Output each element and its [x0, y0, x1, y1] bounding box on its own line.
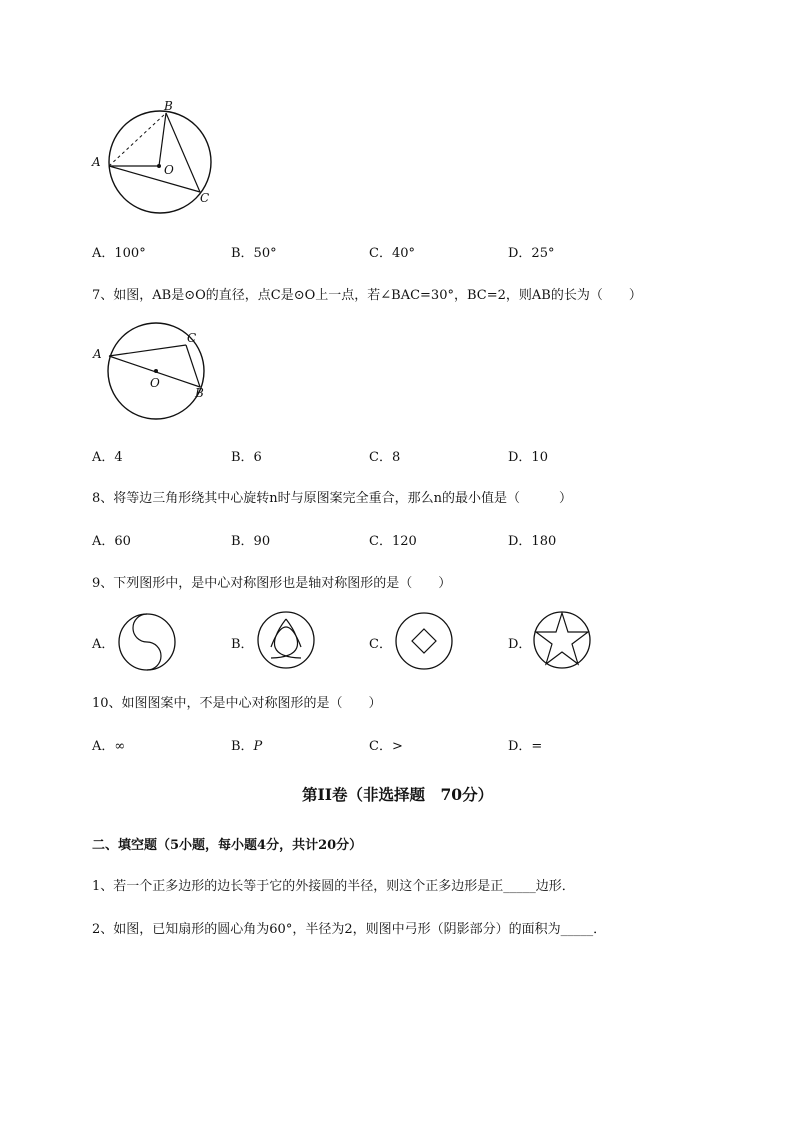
- q6-option-d[interactable]: D．25°: [508, 246, 555, 261]
- q9-option-d-label[interactable]: D．: [508, 637, 532, 652]
- q7-label-o: O: [150, 376, 160, 390]
- coin-square-hole: [412, 629, 436, 653]
- q7-label-b: B: [195, 386, 204, 400]
- q6-option-a[interactable]: A．100°: [92, 246, 146, 261]
- q7-center-dot: [154, 369, 158, 373]
- q9-option-c-figure[interactable]: [393, 610, 455, 672]
- q6-segment-ab-dashed: [109, 113, 166, 166]
- q7-circle-figure: [90, 322, 220, 424]
- q7-segment-cb: [186, 345, 200, 387]
- q7-option-a[interactable]: A．4: [92, 450, 123, 465]
- q7-option-c[interactable]: C．8: [369, 450, 401, 465]
- q7-question-text: 7、如图，AB是⊙O的直径，点C是⊙O上一点，若∠BAC=30°，BC=2，则AB的长为（ ）: [92, 288, 642, 303]
- q9-option-c-label[interactable]: C．: [369, 637, 392, 652]
- q7-label-c: C: [187, 331, 197, 345]
- q9-option-b-label[interactable]: B．: [231, 637, 254, 652]
- fill-question-2: 2、如图，已知扇形的圆心角为60°，半径为2，则图中弓形（阴影部分）的面积为_____．: [92, 922, 607, 937]
- q8-option-a[interactable]: A．60: [92, 534, 131, 549]
- q8-option-c[interactable]: C．120: [369, 534, 417, 549]
- q8-question-text: 8、将等边三角形绕其中心旋转n时与原图案完全重合，那么n的最小值是（ ）: [92, 491, 573, 506]
- q9-question-text: 9、下列图形中，是中心对称图形也是轴对称图形的是（ ）: [92, 576, 452, 591]
- q10-option-b[interactable]: B．𝑃: [231, 739, 263, 754]
- q6-label-b: B: [164, 99, 173, 113]
- q10-question-text: 10、如图图案中，不是中心对称图形的是（ ）: [92, 696, 382, 711]
- part-two-title: 第II卷（非选择题 70分）: [302, 785, 494, 804]
- q6-label-c: C: [200, 191, 210, 205]
- q10-option-a[interactable]: A．∞: [92, 739, 126, 754]
- q6-option-c[interactable]: C．40°: [369, 246, 415, 261]
- q9-option-a-label[interactable]: A．: [92, 637, 115, 652]
- q6-segment-ac: [109, 166, 200, 192]
- q6-circle-figure: [86, 96, 226, 226]
- q10-option-d[interactable]: D．=: [508, 739, 543, 754]
- q8-option-d[interactable]: D．180: [508, 534, 557, 549]
- coin-outline: [396, 613, 452, 669]
- q7-option-b[interactable]: B．6: [231, 450, 262, 465]
- star-outline-circle: [534, 612, 590, 668]
- q6-segment-ob: [159, 113, 166, 166]
- q7-option-d[interactable]: D．10: [508, 450, 548, 465]
- fill-question-1: 1、若一个正多边形的边长等于它的外接圆的半径，则这个正多边形是正_____边形．: [92, 879, 575, 894]
- q6-label-a: A: [92, 155, 101, 169]
- q7-segment-ac: [109, 345, 186, 356]
- fill-in-section-heading: 二、填空题（5小题，每小题4分，共计20分）: [92, 838, 363, 853]
- q6-option-b[interactable]: B．50°: [231, 246, 277, 261]
- trefoil-outline: [258, 612, 314, 668]
- q9-option-a-figure[interactable]: [116, 611, 178, 673]
- q8-option-b[interactable]: B．90: [231, 534, 271, 549]
- q6-center-dot: [157, 164, 161, 168]
- q7-label-a: A: [93, 347, 102, 361]
- taiji-s-curve: [133, 614, 161, 670]
- star-icon: [536, 613, 588, 664]
- q10-option-c[interactable]: C．>: [369, 739, 403, 754]
- q6-label-o: O: [164, 163, 174, 177]
- q9-option-b-figure[interactable]: [255, 609, 317, 671]
- q9-option-d-figure[interactable]: [531, 609, 593, 671]
